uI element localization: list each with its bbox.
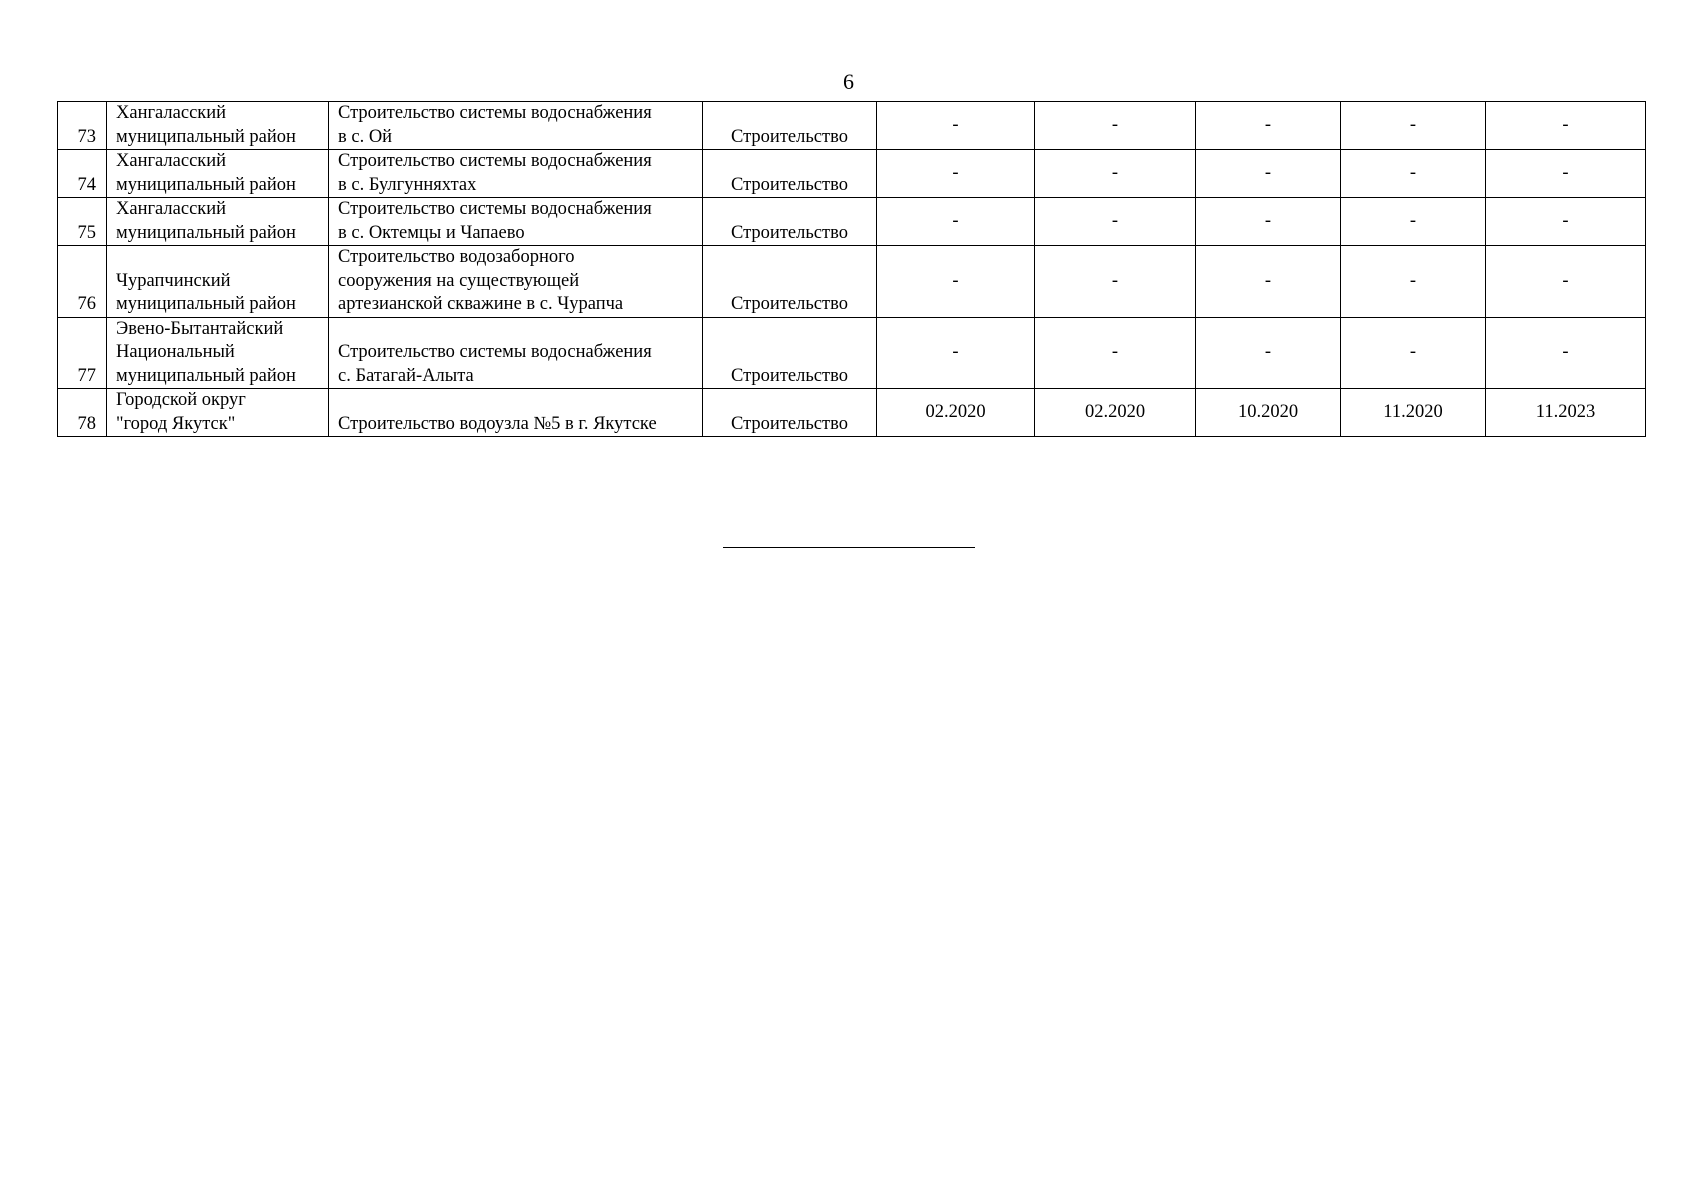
- row-number: 77: [58, 317, 107, 389]
- date-cell: -: [1196, 102, 1341, 150]
- object-cell: [329, 150, 703, 198]
- row-number: 73: [58, 102, 107, 150]
- date-cell: 11.2023: [1486, 389, 1646, 437]
- date-cell: -: [1341, 102, 1486, 150]
- object-cell: [329, 246, 703, 318]
- district-cell: [107, 150, 329, 198]
- date-cell: -: [1035, 317, 1196, 389]
- date-cell: -: [877, 150, 1035, 198]
- date-cell: -: [1196, 150, 1341, 198]
- object-line: Строительство системы водоснабжения: [338, 103, 652, 123]
- work-type-cell: Строительство: [703, 389, 877, 437]
- work-type-cell: Строительство: [703, 198, 877, 246]
- work-type-cell: Строительство: [703, 102, 877, 150]
- page-number: 6: [843, 69, 854, 94]
- date-cell: 02.2020: [877, 389, 1035, 437]
- table-row: [58, 198, 1646, 246]
- date-cell: -: [877, 102, 1035, 150]
- date-cell: -: [1035, 198, 1196, 246]
- date-cell: 11.2020: [1341, 389, 1486, 437]
- object-line: сооружения на существующей: [338, 270, 580, 291]
- district-line: Чурапчинский: [116, 270, 231, 291]
- district-line: муниципальный район: [116, 174, 296, 195]
- end-of-document-rule: [723, 547, 975, 548]
- district-cell: [107, 317, 329, 389]
- date-cell: -: [1196, 198, 1341, 246]
- date-cell: -: [1341, 317, 1486, 389]
- object-line: в с. Ой: [338, 126, 393, 147]
- date-cell: -: [1341, 246, 1486, 318]
- date-cell: -: [877, 198, 1035, 246]
- schedule-table: [57, 101, 1646, 437]
- district-line: Хангаласский: [116, 103, 227, 123]
- date-cell: -: [1035, 246, 1196, 318]
- district-line: Национальный: [116, 342, 235, 362]
- date-cell: -: [1035, 102, 1196, 150]
- object-line: Строительство водоузла №5 в г. Якутске: [338, 413, 657, 434]
- object-line: Строительство водозаборного: [338, 247, 575, 267]
- district-line: муниципальный район: [116, 365, 296, 386]
- row-number: 76: [58, 246, 107, 318]
- date-cell: -: [877, 317, 1035, 389]
- object-cell: [329, 389, 703, 437]
- date-cell: -: [1486, 246, 1646, 318]
- date-cell: -: [1486, 102, 1646, 150]
- district-line: Эвено-Бытантайский: [116, 318, 284, 339]
- district-line: Городской округ: [116, 390, 246, 410]
- object-line: в с. Октемцы и Чапаево: [338, 222, 525, 243]
- district-line: муниципальный район: [116, 126, 296, 147]
- object-line: в с. Булгунняхтах: [338, 174, 477, 195]
- date-cell: -: [877, 246, 1035, 318]
- date-cell: -: [1196, 317, 1341, 389]
- date-cell: -: [1486, 317, 1646, 389]
- date-cell: -: [1341, 150, 1486, 198]
- work-type-cell: Строительство: [703, 317, 877, 389]
- row-number: 74: [58, 150, 107, 198]
- date-cell: -: [1486, 150, 1646, 198]
- object-cell: [329, 102, 703, 150]
- object-line: с. Батагай-Алыта: [338, 365, 474, 386]
- date-cell: -: [1035, 150, 1196, 198]
- district-line: муниципальный район: [116, 222, 296, 243]
- table-row: [58, 150, 1646, 198]
- district-line: Хангаласский: [116, 199, 227, 219]
- work-type-cell: Строительство: [703, 246, 877, 318]
- district-cell: [107, 102, 329, 150]
- district-cell: [107, 389, 329, 437]
- object-line: Строительство системы водоснабжения: [338, 199, 652, 219]
- table-row: [58, 389, 1646, 437]
- object-line: Строительство системы водоснабжения: [338, 151, 652, 171]
- district-line: Хангаласский: [116, 151, 227, 171]
- district-line: муниципальный район: [116, 294, 296, 314]
- date-cell: -: [1341, 198, 1486, 246]
- work-type-cell: Строительство: [703, 150, 877, 198]
- object-cell: [329, 317, 703, 389]
- table-body: [58, 102, 1646, 437]
- date-cell: 02.2020: [1035, 389, 1196, 437]
- object-cell: [329, 198, 703, 246]
- district-cell: [107, 246, 329, 318]
- table-row: [58, 317, 1646, 389]
- date-cell: -: [1486, 198, 1646, 246]
- district-line: "город Якутск": [116, 413, 236, 434]
- object-line: Строительство системы водоснабжения: [338, 342, 652, 362]
- row-number: 78: [58, 389, 107, 437]
- district-cell: [107, 198, 329, 246]
- object-line: артезианской скважине в с. Чурапча: [338, 294, 624, 314]
- table-row: [58, 246, 1646, 318]
- date-cell: 10.2020: [1196, 389, 1341, 437]
- row-number: 75: [58, 198, 107, 246]
- table-row: [58, 102, 1646, 150]
- date-cell: -: [1196, 246, 1341, 318]
